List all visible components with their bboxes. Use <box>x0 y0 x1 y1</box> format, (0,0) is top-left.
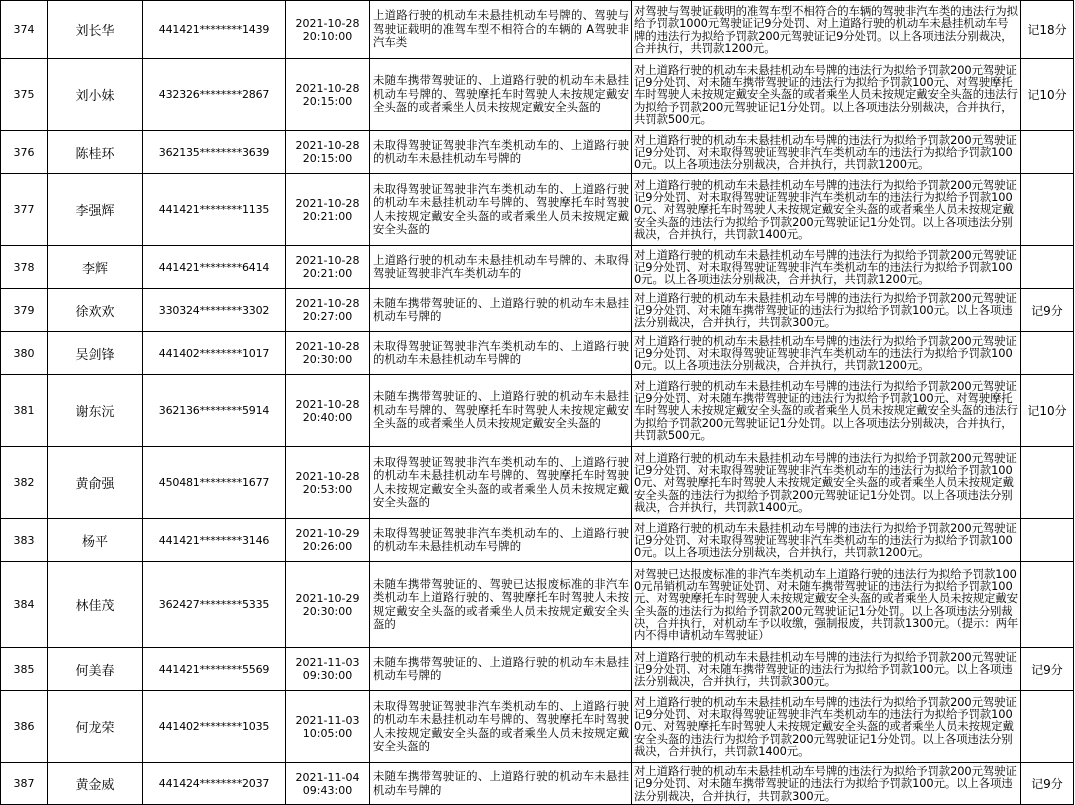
violation-time: 20:30:00 <box>302 604 353 618</box>
violation-date: 2021-10-28 <box>295 16 360 30</box>
penalty-decision: 对上道路行驶的机动车未悬挂机动车号牌的违法行为拟给予罚款200元驾驶证记9分处罚、对未取得驾驶证驾驶非汽车类机动车的违法行为拟给予罚款1000元。以上各项违法分别裁决，合并执行，共罚款1200元。 <box>632 246 1021 289</box>
table-row <box>1 332 1074 375</box>
table-row <box>1 289 1074 332</box>
person-name: 何美春 <box>48 648 143 691</box>
person-name: 刘小妹 <box>48 59 143 131</box>
id-number: 441424********2037 <box>143 763 286 805</box>
person-name: 吴剑锋 <box>48 332 143 375</box>
id-number: 441402********1035 <box>143 691 286 763</box>
violation-description: 未随车携带驾驶证的、上道路行驶的机动车未悬挂机动车号牌的、驾驶摩托车时驾驶人未按规定戴安全头盔的或者乘坐人员未按规定戴安全头盔的 <box>370 375 632 447</box>
violation-description: 未随车携带驾驶证的、驾驶已达报废标准的非汽车类机动车上道路行驶的、驾驶摩托车时驾驶人未按规定戴安全头盔的或者乘坐人员未按规定戴安全头盔的 <box>370 562 632 648</box>
person-name: 李强辉 <box>48 174 143 246</box>
person-name: 刘长华 <box>48 1 143 59</box>
violation-time: 20:53:00 <box>302 482 353 496</box>
id-number: 450481********1677 <box>143 447 286 519</box>
violation-datetime <box>286 519 370 562</box>
person-name: 林佳茂 <box>48 562 143 648</box>
table-row <box>1 131 1074 174</box>
violation-time: 20:21:00 <box>302 209 353 223</box>
penalty-points <box>1021 447 1074 519</box>
penalty-points: 记10分 <box>1021 375 1074 447</box>
id-number: 441421********1135 <box>143 174 286 246</box>
row-number: 383 <box>1 519 48 562</box>
penalty-points: 记18分 <box>1021 1 1074 59</box>
penalty-decision: 对上道路行驶的机动车未悬挂机动车号牌的违法行为拟给予罚款200元驾驶证记9分处罚、对未取得驾驶证驾驶非汽车类机动车的违法行为拟给予罚款1000元。以上各项违法分别裁决，合并执行，共罚款1200元。 <box>632 519 1021 562</box>
penalty-decision: 对驾驶已达报废标准的非汽车类机动车上道路行驶的违法行为拟给予罚款1000元吊销机动车驾驶证处罚、对未随车携带驾驶证的违法行为拟给予罚款100元、对驾驶摩托车时驾驶人未按规定戴安全头盔的或者乘坐人员未按规定戴安全头盔的违法行为拟给予罚款200元驾驶证记1分处罚。以上各项违法分别裁决，合并执行，对机动车予以收缴，强制报废，共罚款1300元。（提示：两年内不得申请机动车驾驶证） <box>632 562 1021 648</box>
table-row <box>1 375 1074 447</box>
violation-description: 未取得驾驶证驾驶非汽车类机动车的、上道路行驶的机动车未悬挂机动车号牌的 <box>370 332 632 375</box>
violation-time: 09:43:00 <box>302 783 353 797</box>
violation-time: 20:10:00 <box>302 29 353 43</box>
id-number: 362135********3639 <box>143 131 286 174</box>
violation-time: 20:15:00 <box>302 94 353 108</box>
id-number: 362136********5914 <box>143 375 286 447</box>
penalty-points: 记9分 <box>1021 289 1074 332</box>
person-name: 黄金威 <box>48 763 143 805</box>
violation-date: 2021-10-28 <box>295 397 360 411</box>
violation-time: 20:15:00 <box>302 152 353 165</box>
row-number: 382 <box>1 447 48 519</box>
id-number: 441421********5569 <box>143 648 286 691</box>
violation-description: 未随车携带驾驶证的、上道路行驶的机动车未悬挂机动车号牌的 <box>370 289 632 332</box>
person-name: 李辉 <box>48 246 143 289</box>
violation-description: 未取得驾驶证驾驶非汽车类机动车的、上道路行驶的机动车未悬挂机动车号牌的、驾驶摩托车时驾驶人未按规定戴安全头盔的或者乘坐人员未按规定戴安全头盔的 <box>370 691 632 763</box>
violation-datetime <box>286 174 370 246</box>
violation-description: 未取得驾驶证驾驶非汽车类机动车的、上道路行驶的机动车未悬挂机动车号牌的 <box>370 519 632 562</box>
table-row <box>1 59 1074 131</box>
penalty-points <box>1021 246 1074 289</box>
violation-datetime <box>286 131 370 174</box>
row-number: 386 <box>1 691 48 763</box>
person-name: 杨平 <box>48 519 143 562</box>
violation-datetime <box>286 447 370 519</box>
table-row <box>1 447 1074 519</box>
id-number: 330324********3302 <box>143 289 286 332</box>
violation-time: 20:40:00 <box>302 410 353 424</box>
row-number: 380 <box>1 332 48 375</box>
penalty-decision: 对驾驶与驾驶证载明的准驾车型不相符合的车辆的驾驶非汽车类的违法行为拟给予罚款1000元驾驶证记9分处罚、对上道路行驶的机动车未悬挂机动车号牌的违法行为拟给予罚款200元驾驶证记9分处罚。以上各项违法分别裁决，合并执行，共罚款1200元。 <box>632 1 1021 59</box>
violation-description: 上道路行驶的机动车未悬挂机动车号牌的、未取得驾驶证驾驶非汽车类机动车的 <box>370 246 632 289</box>
violation-time: 20:26:00 <box>302 540 353 553</box>
person-name: 陈桂环 <box>48 131 143 174</box>
row-number: 374 <box>1 1 48 59</box>
table-row <box>1 648 1074 691</box>
table-row <box>1 174 1074 246</box>
violation-description: 未取得驾驶证驾驶非汽车类机动车的、上道路行驶的机动车未悬挂机动车号牌的 <box>370 131 632 174</box>
violation-datetime <box>286 1 370 59</box>
penalty-decision: 对上道路行驶的机动车未悬挂机动车号牌的违法行为拟给予罚款200元驾驶证记9分处罚、对未取得驾驶证驾驶非汽车类机动车的违法行为拟给予罚款1000元、对驾驶摩托车时驾驶人未按规定戴安全头盔的或者乘坐人员未按规定戴安全头盔的违法行为拟给予罚款200元驾驶证记1分处罚。以上各项违法分别裁决，合并执行，共罚款1400元。 <box>632 174 1021 246</box>
penalty-decision: 对上道路行驶的机动车未悬挂机动车号牌的违法行为拟给予罚款200元驾驶证记9分处罚、对未随车携带驾驶证的违法行为拟给予罚款100元。以上各项违法分别裁决，合并执行，共罚款300元。 <box>632 289 1021 332</box>
violation-time: 20:27:00 <box>302 310 353 323</box>
penalty-decision: 对上道路行驶的机动车未悬挂机动车号牌的违法行为拟给予罚款200元驾驶证记9分处罚、对未取得驾驶证驾驶非汽车类机动车的违法行为拟给予罚款1000元、对驾驶摩托车时驾驶人未按规定戴安全头盔的或者乘坐人员未按规定戴安全头盔的违法行为拟给予罚款200元驾驶证记1分处罚。以上各项违法分别裁决，合并执行，共罚款1400元。 <box>632 691 1021 763</box>
violation-date: 2021-10-28 <box>295 297 360 310</box>
table-row <box>1 691 1074 763</box>
violation-date: 2021-11-03 <box>295 656 360 669</box>
penalty-points <box>1021 131 1074 174</box>
row-number: 375 <box>1 59 48 131</box>
violation-datetime <box>286 59 370 131</box>
id-number: 441421********1439 <box>143 1 286 59</box>
penalty-points: 记9分 <box>1021 648 1074 691</box>
penalty-points: 记9分 <box>1021 763 1074 805</box>
violation-datetime <box>286 375 370 447</box>
violation-date: 2021-10-28 <box>295 254 360 267</box>
violation-date: 2021-10-28 <box>295 196 360 210</box>
violation-datetime <box>286 648 370 691</box>
violation-time: 20:30:00 <box>302 353 353 366</box>
table-row <box>1 519 1074 562</box>
violation-date: 2021-11-03 <box>295 713 360 727</box>
row-number: 385 <box>1 648 48 691</box>
table-row <box>1 763 1074 805</box>
row-number: 378 <box>1 246 48 289</box>
violation-description: 未随车携带驾驶证的、上道路行驶的机动车未悬挂机动车号牌的 <box>370 648 632 691</box>
violation-time: 09:30:00 <box>302 669 353 682</box>
violation-datetime <box>286 562 370 648</box>
violation-description: 未随车携带驾驶证的、上道路行驶的机动车未悬挂机动车号牌的、驾驶摩托车时驾驶人未按规定戴安全头盔的或者乘坐人员未按规定戴安全头盔的 <box>370 59 632 131</box>
table-row <box>1 562 1074 648</box>
violation-datetime <box>286 691 370 763</box>
penalty-decision: 对上道路行驶的机动车未悬挂机动车号牌的违法行为拟给予罚款200元驾驶证记9分处罚、对未随车携带驾驶证的违法行为拟给予罚款100元。以上各项违法分别裁决，合并执行，共罚款300元。 <box>632 763 1021 805</box>
penalty-points <box>1021 562 1074 648</box>
row-number: 381 <box>1 375 48 447</box>
person-name: 黄俞强 <box>48 447 143 519</box>
id-number: 441421********3146 <box>143 519 286 562</box>
penalty-decision: 对上道路行驶的机动车未悬挂机动车号牌的违法行为拟给予罚款200元驾驶证记9分处罚、对未随车携带驾驶证的违法行为拟给予罚款100元、对驾驶摩托车时驾驶人未按规定戴安全头盔的或者乘坐人员未按规定戴安全头盔的违法行为拟给予罚款200元驾驶证记1分处罚。以上各项违法分别裁决，合并执行，共罚款500元。 <box>632 375 1021 447</box>
penalty-decision: 对上道路行驶的机动车未悬挂机动车号牌的违法行为拟给予罚款200元驾驶证记9分处罚、对未随车携带驾驶证的违法行为拟给予罚款100元。以上各项违法分别裁决，合并执行，共罚款300元。 <box>632 648 1021 691</box>
id-number: 362427********5335 <box>143 562 286 648</box>
id-number: 432326********2867 <box>143 59 286 131</box>
violation-description: 未取得驾驶证驾驶非汽车类机动车的、上道路行驶的机动车未悬挂机动车号牌的、驾驶摩托车时驾驶人未按规定戴安全头盔的或者乘坐人员未按规定戴安全头盔的 <box>370 174 632 246</box>
penalty-points <box>1021 174 1074 246</box>
penalty-decision: 对上道路行驶的机动车未悬挂机动车号牌的违法行为拟给予罚款200元驾驶证记9分处罚、对未随车携带驾驶证的违法行为拟给予罚款100元、对驾驶摩托车时驾驶人未按规定戴安全头盔的或者乘坐人员未按规定戴安全头盔的违法行为拟给予罚款200元驾驶证记1分处罚。以上各项违法分别裁决，合并执行，共罚款500元。 <box>632 59 1021 131</box>
row-number: 377 <box>1 174 48 246</box>
id-number: 441402********1017 <box>143 332 286 375</box>
person-name: 徐欢欢 <box>48 289 143 332</box>
row-number: 379 <box>1 289 48 332</box>
violation-date: 2021-10-28 <box>295 81 360 95</box>
penalty-points: 记10分 <box>1021 59 1074 131</box>
penalty-points <box>1021 332 1074 375</box>
table-row <box>1 246 1074 289</box>
violation-date: 2021-10-28 <box>295 139 360 152</box>
penalty-decision: 对上道路行驶的机动车未悬挂机动车号牌的违法行为拟给予罚款200元驾驶证记9分处罚、对未取得驾驶证驾驶非汽车类机动车的违法行为拟给予罚款1000元。以上各项违法分别裁决，合并执行，共罚款1200元。 <box>632 131 1021 174</box>
violation-datetime <box>286 763 370 805</box>
violation-datetime <box>286 246 370 289</box>
person-name: 谢东沅 <box>48 375 143 447</box>
penalty-points <box>1021 691 1074 763</box>
row-number: 376 <box>1 131 48 174</box>
row-number: 387 <box>1 763 48 805</box>
violation-time: 20:21:00 <box>302 267 353 280</box>
penalty-points <box>1021 519 1074 562</box>
violation-time: 10:05:00 <box>302 726 353 740</box>
violation-description: 未取得驾驶证驾驶非汽车类机动车的、上道路行驶的机动车未悬挂机动车号牌的、驾驶摩托车时驾驶人未按规定戴安全头盔的或者乘坐人员未按规定戴安全头盔的 <box>370 447 632 519</box>
penalty-decision: 对上道路行驶的机动车未悬挂机动车号牌的违法行为拟给予罚款200元驾驶证记9分处罚、对未取得驾驶证驾驶非汽车类机动车的违法行为拟给予罚款1000元、对驾驶摩托车时驾驶人未按规定戴安全头盔的或者乘坐人员未按规定戴安全头盔的违法行为拟给予罚款200元驾驶证记1分处罚。以上各项违法分别裁决，合并执行，共罚款1400元。 <box>632 447 1021 519</box>
violation-datetime <box>286 289 370 332</box>
violation-date: 2021-10-28 <box>295 469 360 483</box>
id-number: 441421********6414 <box>143 246 286 289</box>
violation-description: 未随车携带驾驶证的、上道路行驶的机动车未悬挂机动车号牌的 <box>370 763 632 805</box>
violation-date: 2021-10-29 <box>295 591 360 605</box>
violation-date: 2021-10-29 <box>295 527 360 540</box>
penalty-decision: 对上道路行驶的机动车未悬挂机动车号牌的违法行为拟给予罚款200元驾驶证记9分处罚、对未取得驾驶证驾驶非汽车类机动车的违法行为拟给予罚款1000元。以上各项违法分别裁决，合并执行，共罚款1200元。 <box>632 332 1021 375</box>
violation-datetime <box>286 332 370 375</box>
person-name: 何龙荣 <box>48 691 143 763</box>
table-body <box>1 1 1074 805</box>
table-row <box>1 1 1074 59</box>
violation-date: 2021-11-04 <box>295 770 360 784</box>
violation-description: 上道路行驶的机动车未悬挂机动车号牌的、驾驶与驾驶证载明的准驾车型不相符合的车辆的 A驾驶非汽车类 <box>370 1 632 59</box>
row-number: 384 <box>1 562 48 648</box>
violation-date: 2021-10-28 <box>295 340 360 353</box>
